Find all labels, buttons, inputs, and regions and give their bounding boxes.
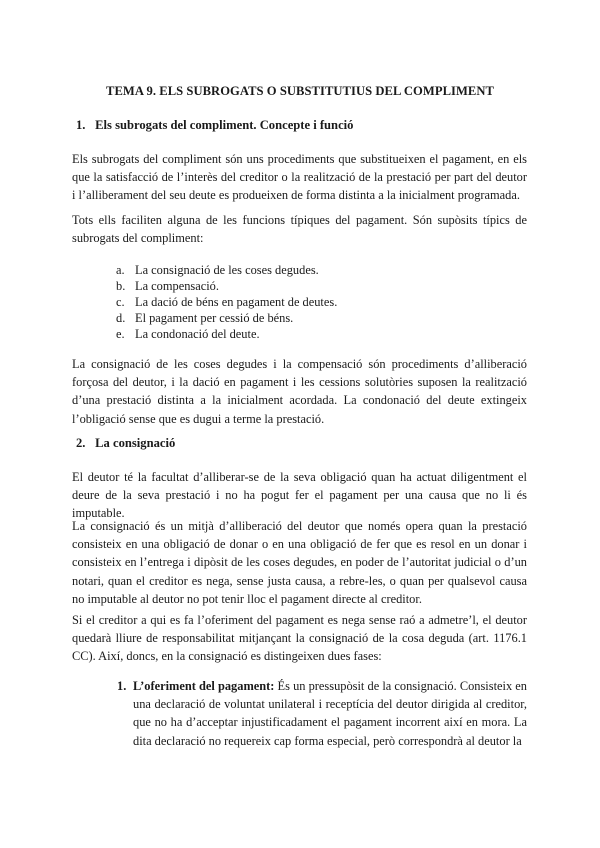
phase-1-item xyxy=(117,677,527,750)
list-marker: c. xyxy=(116,295,125,310)
list-item xyxy=(116,310,337,326)
phase-1-number: 1. xyxy=(117,679,127,693)
document-title: TEMA 9. ELS SUBROGATS O SUBSTITUTIUS DEL COMPLIMENT xyxy=(106,84,494,98)
section-1-number: 1. xyxy=(76,118,86,132)
list-marker: d. xyxy=(116,311,126,326)
section-1-paragraph-1: Els subrogats del compliment són uns procediments que substitueixen el pagament, en els que la satisfacció de l’interès del creditor o la realització de la prestació per part del deutor i l’alliberament del seu deute es produeixen de forma distinta a la inicialment programada. xyxy=(72,152,527,203)
phase-1-body xyxy=(133,677,527,750)
list-item-text: La condonació del deute. xyxy=(135,327,260,342)
list-item-text: La compensació. xyxy=(135,279,219,294)
section-2-paragraph-1: El deutor té la facultat d’alliberar-se de la seva obligació quan ha actuat diligentment el deure de la seva prestació i no ha pogut fer el pagament per una causa que no li és imputable. xyxy=(72,470,527,521)
list-item xyxy=(116,326,337,342)
list-item xyxy=(116,278,337,294)
list-marker: e. xyxy=(116,327,125,342)
section-2-paragraph-2: La consignació és un mitjà d’alliberació del deutor que només opera quan la prestació consisteix en una obligació de donar o en una obligació de fer que es resol en un donar i consisteix en l’entrega i dipòsit de les coses degudes, en poder de l’autoritat judicial o d’un notari, quan el creditor es nega, sense justa causa, a rebre-les, o quan per qualsevol causa no imputable al deutor no pot tenir lloc el pagament directe al creditor. xyxy=(72,519,527,606)
section-1-paragraph-2: Tots ells faciliten alguna de les funcions típiques del pagament. Són supòsits típics de subrogats del compliment: xyxy=(72,213,527,246)
list-item-text: El pagament per cessió de béns. xyxy=(135,311,294,326)
section-2-title: La consignació xyxy=(95,436,176,450)
section-2-paragraph-3: Si el creditor a qui es fa l’oferiment del pagament es nega sense raó a admetre’l, el deutor quedarà lliure de responsabilitat mitjançant la consignació de la cosa deguda (art. 1176.1 CC). Així, doncs, en la consignació es distingeixen dues fases: xyxy=(72,613,527,664)
section-1-paragraph-3: La consignació de les coses degudes i la compensació són procediments d’alliberació forçosa del deutor, i la dació en pagament i les cessions solutòries suposen la realització d’una prestació distinta a la inicialment acordada. La condonació del deute extingeix l’obligació sense que es dugui a terme la prestació. xyxy=(72,357,527,426)
section-1-title: Els subrogats del compliment. Concepte i funció xyxy=(95,118,354,132)
section-2-heading xyxy=(76,436,175,451)
section-2-number: 2. xyxy=(76,436,86,450)
list-item xyxy=(116,294,337,310)
subrogats-list xyxy=(116,262,337,342)
list-marker: b. xyxy=(116,279,126,294)
list-item-text: La dació de béns en pagament de deutes. xyxy=(135,295,338,310)
phase-1-text: És un pressupòsit de la consignació. Consisteix en una declaració de voluntat unilateral i receptícia del deutor dirigida al creditor, que no ha d’acceptar injustificadament el pagament incorrent així en mora. La dita declaració no requereix cap forma especial, però correspondrà al deutor la xyxy=(133,679,527,748)
list-item xyxy=(116,262,337,278)
list-item-text: La consignació de les coses degudes. xyxy=(135,263,319,277)
section-1-heading xyxy=(76,118,353,133)
list-marker: a. xyxy=(116,263,125,277)
phase-1-lead: L’oferiment del pagament: xyxy=(133,679,275,693)
